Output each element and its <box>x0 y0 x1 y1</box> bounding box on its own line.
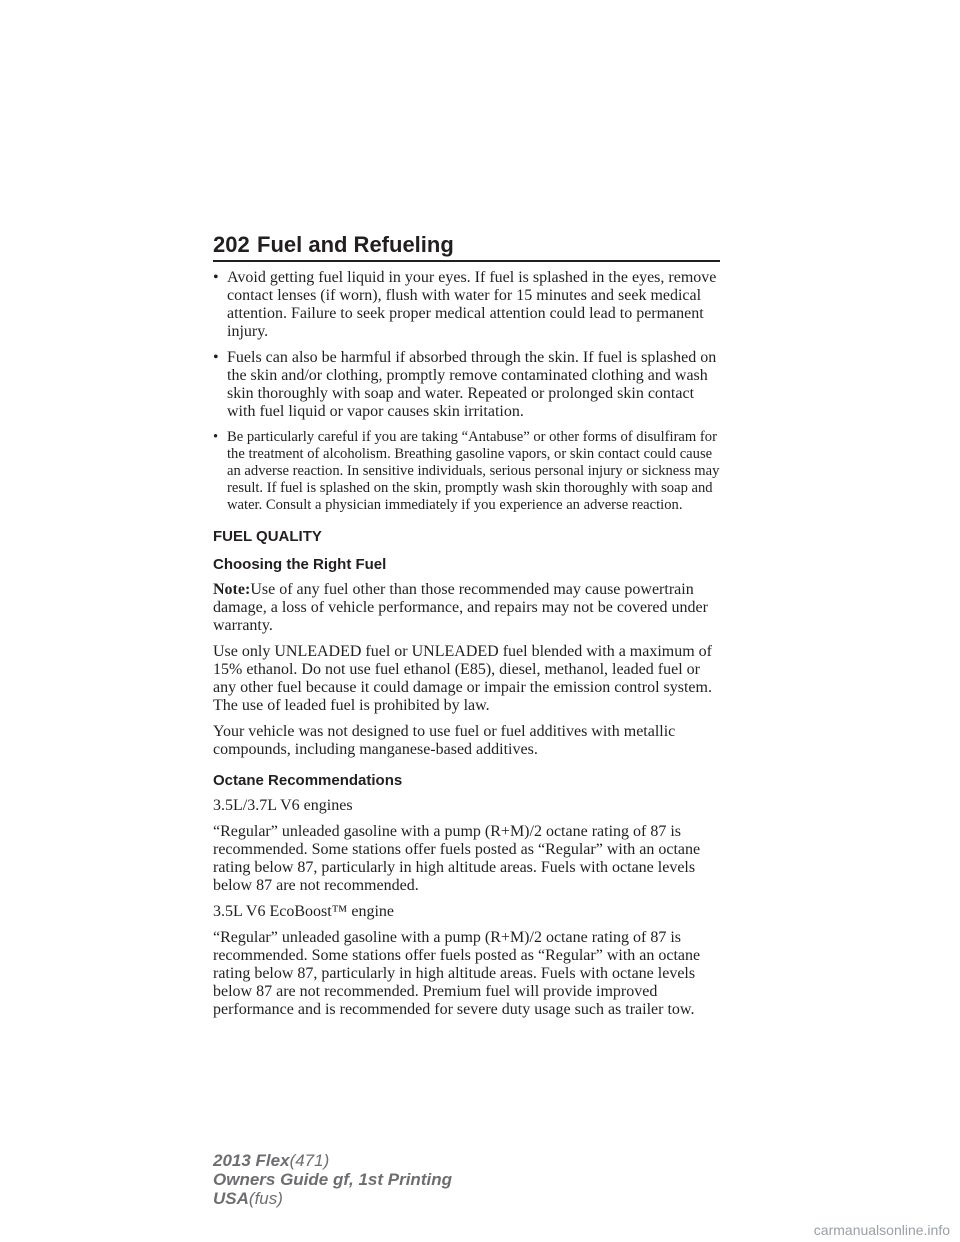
footer-region-code: (fus) <box>248 1189 283 1208</box>
bullet-text: Fuels can also be harmful if absorbed through the skin. If fuel is splashed on the skin and/or clothing, promptly remove contaminated clothing and wash skin thoroughly with soap and water. Repeated or prolonged skin contact with fuel liquid or vapor causes skin irritation. <box>227 349 717 420</box>
header-rule <box>213 260 720 262</box>
bullet-glyph: • <box>213 429 219 445</box>
fuel-quality-heading: FUEL QUALITY <box>213 528 322 545</box>
engine1-paragraph: “Regular” unleaded gasoline with a pump (R+M)/2 octane rating of 87 is recommended. Some stations offer fuels posted as “Regular” with an octane rating below 87, particularly in high altitude areas. Fuels with octane levels below 87 are not recommended. <box>213 823 701 894</box>
engine2-paragraph: “Regular” unleaded gasoline with a pump (R+M)/2 octane rating of 87 is recommended. Some stations offer fuels posted as “Regular” with an octane rating below 87, particularly in high altitude areas. Fuels with octane levels below 87 are not recommended. Premium fuel will provide improved performance and is recommended for severe duty usage such as trailer tow. <box>213 929 701 1018</box>
section-title: Fuel and Refueling <box>257 232 454 257</box>
footer-region: USA <box>213 1189 249 1208</box>
page-header <box>213 232 720 262</box>
footer-model-code: (471) <box>289 1151 330 1170</box>
bullet-text: Avoid getting fuel liquid in your eyes. If fuel is splashed in the eyes, remove contact lenses (if worn), flush with water for 15 minutes and seek medical attention. Failure to seek proper medical attention could lead to permanent injury. <box>227 269 717 340</box>
bullet-item-antabuse <box>213 429 723 514</box>
unleaded-paragraph: Use only UNLEADED fuel or UNLEADED fuel blended with a maximum of 15% ethanol. Do not use fuel ethanol (E85), diesel, methanol, leaded fuel or any other fuel because it could damage or impair the emission control system. The use of leaded fuel is prohibited by law. <box>213 643 712 714</box>
site-watermark: carmanualsonline.info <box>813 1222 950 1238</box>
bullet-glyph: • <box>213 349 219 366</box>
note-label: Note: <box>213 581 251 598</box>
page-content <box>213 269 723 1027</box>
footer-line-region <box>213 1189 452 1208</box>
footer-printing: Owners Guide gf, 1st Printing <box>213 1170 452 1189</box>
octane-heading: Octane Recommendations <box>213 772 403 789</box>
print-footer <box>213 1151 452 1208</box>
choosing-fuel-heading: Choosing the Right Fuel <box>213 556 387 573</box>
footer-model: 2013 Flex <box>213 1151 290 1170</box>
note-text: Use of any fuel other than those recommended may cause powertrain damage, a loss of vehicle performance, and repairs may not be covered under warranty. <box>213 581 708 634</box>
engine2-label: 3.5L V6 EcoBoost™ engine <box>213 903 394 920</box>
footer-line-model <box>213 1151 452 1170</box>
additives-paragraph: Your vehicle was not designed to use fuel or fuel additives with metallic compounds, including manganese-based additives. <box>213 723 676 758</box>
note-paragraph <box>213 581 723 635</box>
bullet-item-skin <box>213 349 723 421</box>
engine1-label: 3.5L/3.7L V6 engines <box>213 797 353 814</box>
bullet-glyph: • <box>213 269 219 286</box>
page-number: 202 <box>213 232 250 257</box>
bullet-item-eyes <box>213 269 723 341</box>
bullet-text: Be particularly careful if you are taking “Antabuse” or other forms of disulfiram for the treatment of alcoholism. Breathing gasoline vapors, or skin contact could cause an adverse reaction. In sensitive individuals, serious personal injury or sickness may result. If fuel is splashed on the skin, promptly wash skin thoroughly with soap and water. Consult a physician immediately if you experience an adverse reaction. <box>227 429 720 513</box>
